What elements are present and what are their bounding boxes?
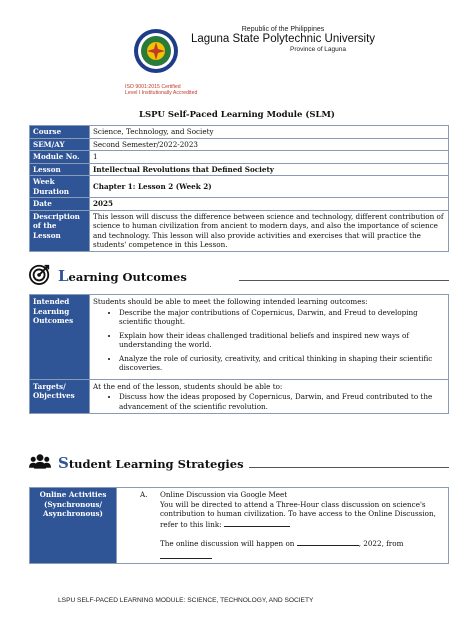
title-initial: L [58,267,69,285]
table-row [30,151,449,164]
table-row [30,163,449,176]
online-activities-cell [117,488,449,564]
table-row [30,138,449,151]
activity-title: Online Discussion via Google Meet [160,490,288,499]
university-seal-icon [133,28,179,74]
module-no-label: Module No. [30,151,90,164]
heading-divider [249,467,449,468]
schedule-prefix: The online discussion will happen on [160,539,295,548]
table-row [30,379,449,414]
list-item: • Explain how their ideas challenged traditional beliefs and inspired new ways of understanding the world. [119,331,445,350]
strategies-heading [29,450,449,472]
schedule-year: , 2022, from [358,539,404,548]
lesson-label: Lesson [30,163,90,176]
activity-description [160,500,445,530]
table-row [30,295,449,380]
table-row [30,176,449,198]
list-item: • Discuss how the ideas proposed by Copernicus, Darwin, and Freud contributed to the advancement of the scientific revolution. [119,392,445,411]
table-row [30,126,449,139]
learning-outcomes-title [58,267,187,285]
description-value: This lesson will discuss the difference between science and technology, different contribution of science to human civilization from ancient to modern days, and also the importance of science and technology. This lesson will also provide activities and exercises that will practice the students' competence in this Lesson. [90,210,449,251]
table-row [30,198,449,211]
item-marker: A. [140,490,148,499]
course-value: Science, Technology, and Society [90,126,449,139]
strategies-table [29,487,449,564]
intended-intro: Students should be able to meet the following intended learning outcomes: [93,297,368,306]
module-title: LSPU Self-Paced Learning Module (SLM) [139,110,335,120]
module-info-table [29,125,449,252]
iso-certification: ISO 9001:2015 Certified [125,84,181,90]
targets-list [93,392,445,411]
module-no-value: 1 [90,151,449,164]
learning-outcomes-heading [29,263,449,285]
target-icon [29,263,51,285]
targets-label: Targets/ Objectives [30,379,90,414]
time-blank[interactable] [160,551,212,559]
week-duration-value: Chapter 1: Lesson 2 (Week 2) [90,176,449,198]
week-duration-label: Week Duration [30,176,90,198]
republic-text: Republic of the Philippines [241,26,325,33]
lesson-value: Intellectual Revolutions that Defined Society [90,163,449,176]
course-label: Course [30,126,90,139]
outcomes-table [29,294,449,414]
university-name: Laguna State Polytechnic University [190,33,376,45]
date-label: Date [30,198,90,211]
list-item: • Describe the major contributions of Copernicus, Darwin, and Freud to developing scientific thought. [119,308,445,327]
activity-body: You will be directed to attend a Three-Hour class discussion on science's contribution to human civilization. To have access to the Online Discussion, refer to this link: [160,499,436,529]
title-rest: earning Outcomes [68,270,187,284]
targets-cell [90,379,449,414]
university-header [133,26,376,88]
intended-outcomes-list [93,308,445,373]
sem-value: Second Semester/2022-2023 [90,138,449,151]
activity-item [120,490,445,561]
accreditation-text [125,84,197,96]
strategies-title [58,454,244,472]
heading-divider [239,280,449,281]
targets-intro: At the end of the lesson, students should be able to: [93,381,283,391]
schedule-text [160,538,445,549]
province-text: Province of Laguna [289,46,346,53]
list-item: • Analyze the role of curiosity, creativity, and critical thinking in shaping their scientific discoveries. [119,354,445,373]
title-initial: S [58,454,69,472]
description-label: Description of the Lesson [30,210,90,251]
intended-outcomes-cell [90,295,449,380]
page-footer: LSPU SELF-PACED LEARNING MODULE: SCIENCE, TECHNOLOGY, AND SOCIETY [58,597,314,604]
title-rest: tudent Learning Strategies [68,457,244,471]
accreditation-level: Level I Institutionally Accredited [125,90,198,96]
time-line [160,551,445,562]
sem-label: SEM/AY [30,138,90,151]
online-activities-label: Online Activities (Synchronous/ Asynchronous) [30,488,117,564]
users-group-icon [29,450,51,472]
date-blank[interactable] [297,538,359,546]
table-row [30,210,449,251]
intended-outcomes-label: Intended Learning Outcomes [30,295,90,380]
table-row [30,488,449,564]
date-value: 2025 [90,198,449,211]
link-blank[interactable] [224,519,290,527]
